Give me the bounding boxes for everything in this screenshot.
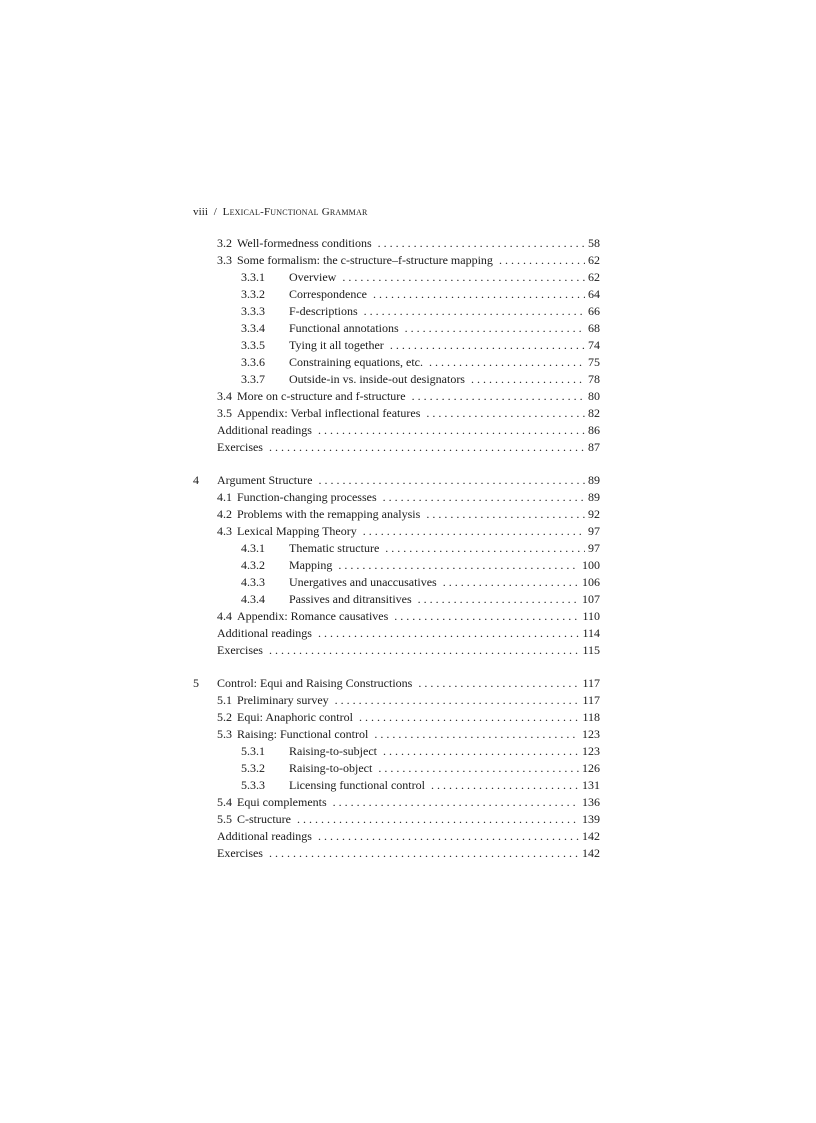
toc-entry-title: Exercises	[217, 846, 263, 860]
toc-dot-leader	[378, 760, 579, 777]
table-of-contents	[193, 235, 600, 862]
toc-entry-title: Exercises	[217, 643, 263, 657]
toc-page-number: 68	[588, 321, 600, 335]
toc-section-number: 3.5	[217, 406, 232, 420]
toc-page-number: 58	[588, 236, 600, 250]
toc-dot-leader	[499, 252, 585, 269]
toc-subsection-entry[interactable]	[193, 354, 600, 371]
toc-dot-leader	[418, 675, 579, 692]
toc-page-number: 64	[588, 287, 600, 301]
toc-entry-title: Overview	[289, 270, 337, 284]
toc-section-entry[interactable]	[193, 794, 600, 811]
toc-chapter-entry[interactable]	[193, 675, 600, 692]
toc-section-number: 4.3.3	[241, 575, 265, 589]
toc-subsection-entry[interactable]	[193, 591, 600, 608]
toc-page-number: 78	[588, 372, 600, 386]
toc-dot-leader	[269, 439, 585, 456]
toc-entry-title: Thematic structure	[289, 541, 380, 555]
toc-page-number: 107	[582, 592, 600, 606]
toc-dot-leader	[378, 235, 585, 252]
toc-section-number: 3.3.5	[241, 338, 265, 352]
toc-dot-leader	[318, 625, 579, 642]
toc-subsection-entry[interactable]	[193, 777, 600, 794]
toc-dot-leader	[373, 286, 585, 303]
toc-page-number: 114	[582, 626, 600, 640]
toc-entry-title: Additional readings	[217, 423, 312, 437]
toc-page-number: 118	[582, 710, 600, 724]
toc-dot-leader	[338, 557, 579, 574]
folio: viii	[193, 206, 209, 218]
toc-section-number: 5.1	[217, 693, 232, 707]
toc-entry-title: Well-formedness conditions	[237, 236, 372, 250]
running-head-title: Lexical-Functional Grammar	[222, 206, 368, 218]
toc-section-number: 3.2	[217, 236, 232, 250]
toc-section-entry[interactable]	[193, 523, 600, 540]
toc-page-number: 82	[588, 406, 600, 420]
toc-page-number: 142	[582, 829, 600, 843]
toc-section-number: 4.3.1	[241, 541, 265, 555]
toc-section-entry[interactable]	[193, 845, 600, 862]
toc-page-number: 80	[588, 389, 600, 403]
toc-entry-title: Appendix: Verbal inflectional features	[237, 406, 421, 420]
toc-section-number: 5.3.2	[241, 761, 265, 775]
toc-page-number: 123	[582, 727, 600, 741]
toc-entry-title: More on c-structure and f-structure	[237, 389, 406, 403]
toc-entry-title: Preliminary survey	[237, 693, 329, 707]
toc-section-number: 3.3.4	[241, 321, 265, 335]
toc-page-number: 126	[582, 761, 600, 775]
toc-entry-title: Lexical Mapping Theory	[237, 524, 357, 538]
toc-page-number: 110	[582, 609, 600, 623]
toc-section-number: 5.5	[217, 812, 232, 826]
toc-page-number: 74	[588, 338, 600, 352]
toc-section-number: 3.3.7	[241, 372, 265, 386]
toc-entry-title: Function-changing processes	[237, 490, 377, 504]
toc-section-number: 5.3.3	[241, 778, 265, 792]
toc-dot-leader	[342, 269, 585, 286]
running-head-separator: /	[213, 206, 217, 218]
toc-entry-title: Raising-to-subject	[289, 744, 377, 758]
toc-entry-title: Raising-to-object	[289, 761, 373, 775]
toc-entry-title: Raising: Functional control	[237, 727, 369, 741]
toc-dot-leader	[333, 794, 579, 811]
toc-page-number: 62	[588, 270, 600, 284]
running-head	[193, 206, 368, 218]
toc-subsection-entry[interactable]	[193, 760, 600, 777]
toc-section-entry[interactable]	[193, 422, 600, 439]
toc-section-number: 3.3	[217, 253, 232, 267]
toc-dot-leader	[318, 422, 585, 439]
toc-block-gap	[193, 659, 600, 675]
toc-section-entry[interactable]	[193, 828, 600, 845]
toc-subsection-entry[interactable]	[193, 371, 600, 388]
toc-subsection-entry[interactable]	[193, 303, 600, 320]
toc-dot-leader	[318, 472, 585, 489]
toc-page-number: 86	[588, 423, 600, 437]
toc-page-number: 117	[582, 676, 600, 690]
toc-section-number: 3.4	[217, 389, 232, 403]
toc-section-number: 5.3	[217, 727, 232, 741]
toc-dot-leader	[383, 743, 579, 760]
toc-section-entry[interactable]	[193, 439, 600, 456]
toc-section-entry[interactable]	[193, 506, 600, 523]
toc-entry-title: Exercises	[217, 440, 263, 454]
toc-section-number: 4.2	[217, 507, 232, 521]
toc-section-entry[interactable]	[193, 252, 600, 269]
toc-entry-title: Licensing functional control	[289, 778, 425, 792]
toc-page-number: 97	[588, 541, 600, 555]
toc-dot-leader	[426, 405, 585, 422]
toc-page-number: 117	[582, 693, 600, 707]
toc-section-entry[interactable]	[193, 388, 600, 405]
toc-page-number: 142	[582, 846, 600, 860]
toc-section-number: 3.3.3	[241, 304, 265, 318]
toc-subsection-entry[interactable]	[193, 320, 600, 337]
toc-dot-leader	[297, 811, 579, 828]
toc-entry-title: Outside-in vs. inside-out designators	[289, 372, 465, 386]
toc-entry-title: Functional annotations	[289, 321, 399, 335]
toc-entry-title: Equi: Anaphoric control	[237, 710, 353, 724]
toc-page-number: 66	[588, 304, 600, 318]
toc-chapter-number: 5	[193, 676, 199, 690]
toc-dot-leader	[364, 303, 585, 320]
toc-dot-leader	[405, 320, 585, 337]
toc-dot-leader	[390, 337, 585, 354]
toc-entry-title: Argument Structure	[217, 473, 313, 487]
toc-entry-title: Mapping	[289, 558, 333, 572]
toc-dot-leader	[363, 523, 585, 540]
toc-dot-leader	[318, 828, 579, 845]
toc-section-entry[interactable]	[193, 692, 600, 709]
toc-section-number: 4.1	[217, 490, 232, 504]
toc-section-entry[interactable]	[193, 726, 600, 743]
toc-page-number: 75	[588, 355, 600, 369]
toc-entry-title: Problems with the remapping analysis	[237, 507, 421, 521]
toc-entry-title: Additional readings	[217, 829, 312, 843]
toc-chapter-entry[interactable]	[193, 472, 600, 489]
toc-page-number: 106	[582, 575, 600, 589]
toc-entry-title: Correspondence	[289, 287, 367, 301]
toc-entry-title: Constraining equations, etc.	[289, 355, 423, 369]
toc-section-entry[interactable]	[193, 405, 600, 422]
toc-section-number: 3.3.2	[241, 287, 265, 301]
toc-page-number: 97	[588, 524, 600, 538]
toc-dot-leader	[385, 540, 585, 557]
toc-subsection-entry[interactable]	[193, 286, 600, 303]
toc-entry-title: F-descriptions	[289, 304, 358, 318]
toc-dot-leader	[359, 709, 579, 726]
toc-page-number: 92	[588, 507, 600, 521]
toc-dot-leader	[471, 371, 585, 388]
toc-dot-leader	[429, 354, 585, 371]
toc-entry-title: Tying it all together	[289, 338, 384, 352]
toc-entry-title: Additional readings	[217, 626, 312, 640]
toc-dot-leader	[269, 845, 579, 862]
toc-section-number: 4.3.2	[241, 558, 265, 572]
toc-entry-title: Equi complements	[237, 795, 327, 809]
toc-section-entry[interactable]	[193, 709, 600, 726]
toc-block-gap	[193, 456, 600, 472]
toc-page-number: 123	[582, 744, 600, 758]
toc-page-number: 115	[582, 643, 600, 657]
toc-section-number: 3.3.6	[241, 355, 265, 369]
toc-subsection-entry[interactable]	[193, 743, 600, 760]
toc-dot-leader	[374, 726, 579, 743]
toc-page-number: 136	[582, 795, 600, 809]
toc-section-entry[interactable]	[193, 811, 600, 828]
toc-entry-title: Control: Equi and Raising Constructions	[217, 676, 413, 690]
toc-section-number: 4.4	[217, 609, 232, 623]
toc-section-entry[interactable]	[193, 625, 600, 642]
toc-entry-title: Unergatives and unaccusatives	[289, 575, 437, 589]
toc-page-number: 131	[582, 778, 600, 792]
toc-section-entry[interactable]	[193, 235, 600, 252]
toc-subsection-entry[interactable]	[193, 540, 600, 557]
toc-entry-title: Some formalism: the c-structure–f-structure mapping	[237, 253, 493, 267]
toc-dot-leader	[418, 591, 579, 608]
toc-section-entry[interactable]	[193, 608, 600, 625]
toc-section-number: 5.2	[217, 710, 232, 724]
toc-dot-leader	[383, 489, 585, 506]
toc-section-number: 4.3	[217, 524, 232, 538]
toc-section-number: 5.4	[217, 795, 232, 809]
toc-dot-leader	[269, 642, 579, 659]
toc-dot-leader	[335, 692, 580, 709]
toc-page-number: 89	[588, 490, 600, 504]
toc-dot-leader	[412, 388, 585, 405]
toc-section-number: 3.3.1	[241, 270, 265, 284]
toc-entry-title: Appendix: Romance causatives	[237, 609, 389, 623]
toc-entry-title: C-structure	[237, 812, 291, 826]
toc-page-number: 100	[582, 558, 600, 572]
toc-section-number: 4.3.4	[241, 592, 265, 606]
toc-section-entry[interactable]	[193, 642, 600, 659]
toc-section-entry[interactable]	[193, 489, 600, 506]
toc-page-number: 62	[588, 253, 600, 267]
toc-page-number: 89	[588, 473, 600, 487]
toc-subsection-entry[interactable]	[193, 337, 600, 354]
toc-subsection-entry[interactable]	[193, 269, 600, 286]
toc-page-number: 139	[582, 812, 600, 826]
toc-page-number: 87	[588, 440, 600, 454]
toc-dot-leader	[426, 506, 585, 523]
toc-dot-leader	[443, 574, 579, 591]
toc-entry-title: Passives and ditransitives	[289, 592, 412, 606]
toc-subsection-entry[interactable]	[193, 557, 600, 574]
toc-dot-leader	[431, 777, 579, 794]
toc-section-number: 5.3.1	[241, 744, 265, 758]
toc-subsection-entry[interactable]	[193, 574, 600, 591]
toc-dot-leader	[394, 608, 579, 625]
toc-chapter-number: 4	[193, 473, 199, 487]
